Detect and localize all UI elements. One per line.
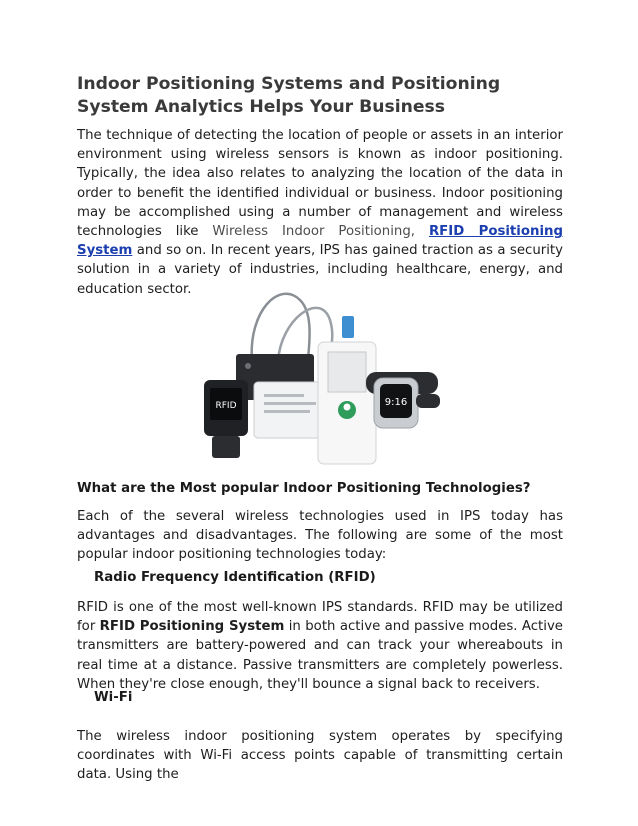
badge-clip-icon [342, 316, 354, 338]
right-watch-time: 9:16 [384, 397, 408, 408]
rfid-bold-text: RFID Positioning System [99, 619, 285, 635]
section-heading: What are the Most popular Indoor Positioning Technologies? [77, 481, 531, 496]
devices-image [190, 270, 450, 476]
left-watch-label: RFID [215, 401, 237, 411]
rfid-text-2: in both active and passive modes. Active transmitters are battery-powered and can track your whereabouts in real time at a distance. Passive transmitters are completely powerless. When they're close enough, they'll bounce a signal back to receivers. [77, 619, 563, 692]
gateway-logo-icon [245, 363, 251, 369]
intro-text-1: The technique of detecting the location of people or assets in an interior environment using wireless sensors is known as indoor positioning. Typically, the idea also relates to analyzing the location of the data in order to benefit the identified individual or business. Indoor positioning may be accomplished using a number of management and wireless technologies like [77, 128, 563, 240]
cable-left [252, 294, 310, 362]
rfid-paragraph [77, 598, 563, 694]
intro-text-2: and so on. In recent years, IPS has gained traction as a security solution in a variety of industries, including healthcare, energy, and education sector. [77, 243, 563, 297]
wireless-indoor-text: Wireless Indoor Positioning, [212, 224, 415, 240]
wifi-heading: Wi-Fi [94, 690, 133, 705]
rfid-positioning-link[interactable]: RFID Positioning System [77, 224, 563, 259]
wifi-paragraph: The wireless indoor positioning system operates by specifying coordinates with Wi-Fi access points capable of transmitting certain data. Using the [77, 729, 563, 783]
section-intro-paragraph: Each of the several wireless technologies used in IPS today has advantages and disadvantages. The following are some of the most popular indoor positioning technologies today: [77, 509, 563, 563]
page-title: Indoor Positioning Systems and Positioning System Analytics Helps Your Business [77, 74, 501, 117]
rfid-text-1: RFID is one of the most well-known IPS standards. RFID may be utilized for [77, 600, 563, 635]
rfid-heading: Radio Frequency Identification (RFID) [94, 570, 376, 585]
